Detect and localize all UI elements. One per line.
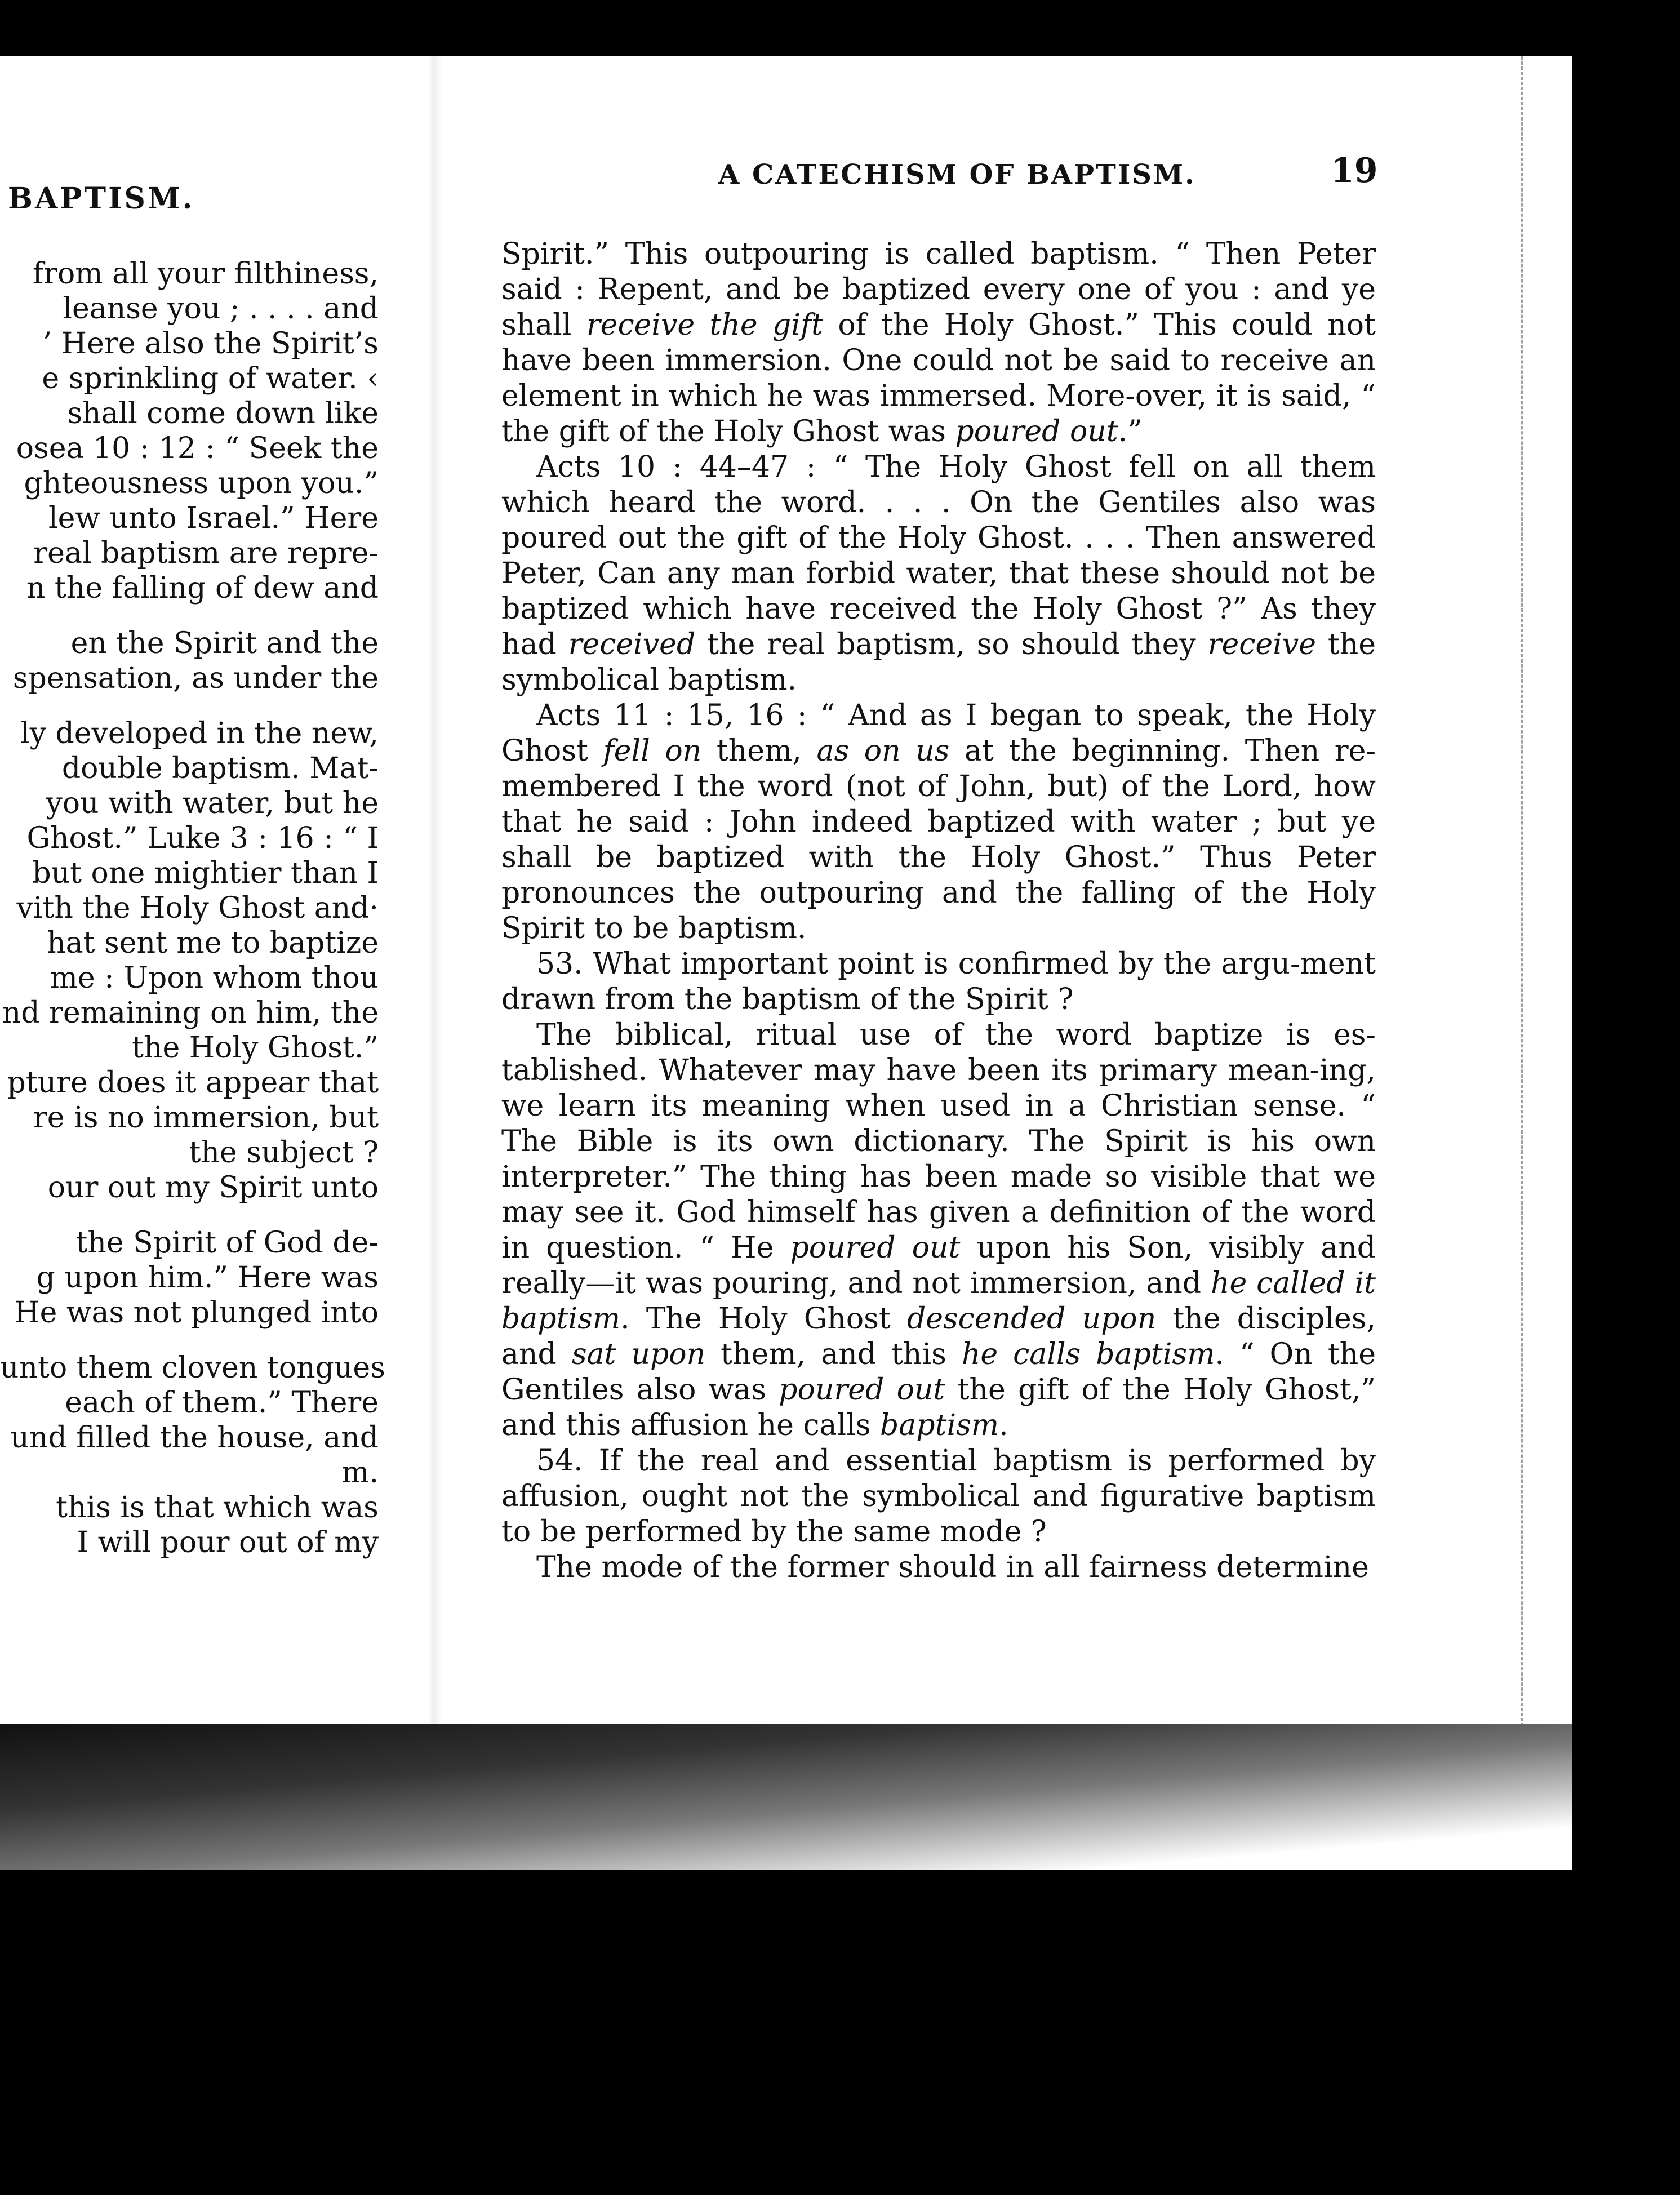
left-page — [0, 56, 428, 1724]
left-text-line: e sprinkling of water. ‹ — [42, 362, 379, 396]
paragraph: The mode of the former should in all fairness determine — [536, 1550, 1369, 1584]
left-text-line: ly developed in the new, — [20, 717, 379, 750]
left-text-line: ghteousness upon you.” — [24, 466, 379, 500]
paragraph: Acts 10 : 44–47 : “ The Holy Ghost fell on all them which heard the word. . . . On the Gentiles also was poured out the gift of the Holy Ghost. . . . Then answered Peter, Can any man forbid water, that these should not be baptized which have received the Holy Ghost ?” As they had received the real baptism, so should they receive the symbolical baptism. — [501, 450, 1376, 697]
left-text-line: double baptism. Mat- — [61, 752, 379, 785]
left-text-line: me : Upon whom thou — [50, 961, 379, 995]
left-text-line: pture does it appear that — [7, 1066, 379, 1100]
left-text-line: the subject ? — [189, 1136, 379, 1170]
left-text-line — [0, 696, 379, 716]
left-text-line: Ghost.” Luke 3 : 16 : “ I — [26, 821, 379, 855]
page-bottom-shadow — [0, 1724, 1572, 1870]
page-number: 19 — [1331, 151, 1378, 190]
left-text-line: I will pour out of my — [77, 1526, 379, 1559]
left-text-line: nd remaining on him, the — [2, 996, 379, 1030]
right-page-text — [501, 237, 1376, 1585]
paragraph: 54. If the real and essential baptism is performed by affusion, ought not the symbolical and figurative baptism to be performed by the same mode ? — [501, 1444, 1376, 1549]
right-running-head: A CATECHISM OF BAPTISM. — [718, 159, 1196, 190]
left-text-line: en the Spirit and the — [70, 626, 379, 660]
left-text-line: n the falling of dew and — [26, 571, 379, 605]
left-running-head: BAPTISM. — [8, 181, 195, 216]
left-text-line: our out my Spirit unto — [47, 1171, 379, 1205]
scan-background-bottom — [0, 1870, 1680, 2195]
left-text-line: this is that which was — [56, 1491, 379, 1525]
left-text-line: vith the Holy Ghost and· — [16, 891, 379, 925]
page-edge — [1521, 56, 1527, 1747]
left-text-line: g upon him.” Here was — [36, 1261, 379, 1295]
left-text-line: shall come down like — [67, 397, 379, 430]
left-text-line — [0, 606, 379, 626]
left-text-line: each of them.” There — [65, 1386, 379, 1420]
left-text-line: but one mightier than I — [32, 856, 379, 890]
left-text-line: you with water, but he — [46, 787, 379, 820]
left-text-line: hat sent me to baptize — [47, 926, 379, 960]
left-text-line: spensation, as under the — [12, 661, 379, 695]
paragraph: Acts 11 : 15, 16 : “ And as I began to speak, the Holy Ghost fell on them, as on us at the beginning. Then re-membered I the word (not of John, but) of the Lord, how that he said : John indeed baptized with water ; but ye shall be baptized with the Holy Ghost.” Thus Peter pronounces the outpouring and the falling of the Holy Spirit to be baptism. — [501, 699, 1376, 945]
paragraph: 53. What important point is confirmed by the argu-ment drawn from the baptism of the Spirit ? — [501, 947, 1376, 1016]
left-text-line: und filled the house, and — [10, 1421, 379, 1455]
left-text-line: unto them cloven tongues — [0, 1351, 385, 1385]
left-page-text — [0, 256, 385, 1560]
left-text-line: the Holy Ghost.” — [132, 1031, 379, 1065]
left-text-line: leanse you ; . . . . and — [63, 292, 379, 326]
left-text-line: He was not plunged into — [14, 1296, 379, 1330]
paragraph: The biblical, ritual use of the word baptize is es-tablished. Whatever may have been its primary mean-ing, we learn its meaning when used in a Christian sense. “ The Bible is its own dictionary. The Spirit is his own interpreter.” The thing has been made so visible that we may see it. God himself has given a definition of the word in question. “ He poured out upon his Son, visibly and really—it was pouring, and not immersion, and he called it baptism. The Holy Ghost descended upon the disciples, and sat upon them, and this he calls baptism. “ On the Gentiles also was poured out the gift of the Holy Ghost,” and this affusion he calls baptism. — [501, 1018, 1376, 1442]
page-gutter — [428, 56, 442, 1747]
left-text-line: from all your filthiness, — [32, 257, 379, 291]
left-text-line: real baptism are repre- — [33, 536, 379, 570]
left-text-line: m. — [341, 1456, 379, 1490]
left-text-line — [0, 1205, 379, 1225]
left-text-line: re is no immersion, but — [33, 1101, 379, 1135]
left-text-line: ’ Here also the Spirit’s — [42, 327, 379, 361]
left-text-line: osea 10 : 12 : “ Seek the — [16, 432, 379, 465]
left-text-line — [0, 1330, 379, 1350]
scan-background-right — [1572, 56, 1680, 2195]
left-text-line: the Spirit of God de- — [75, 1226, 379, 1260]
paragraph: Spirit.” This outpouring is called baptism. “ Then Peter said : Repent, and be baptized every one of you : and ye shall receive the gift of the Holy Ghost.” This could not have been immersion. One could not be said to receive an element in which he was immersed. More-over, it is said, “ the gift of the Holy Ghost was poured out.” — [501, 237, 1376, 448]
left-text-line: lew unto Israel.” Here — [48, 501, 379, 535]
